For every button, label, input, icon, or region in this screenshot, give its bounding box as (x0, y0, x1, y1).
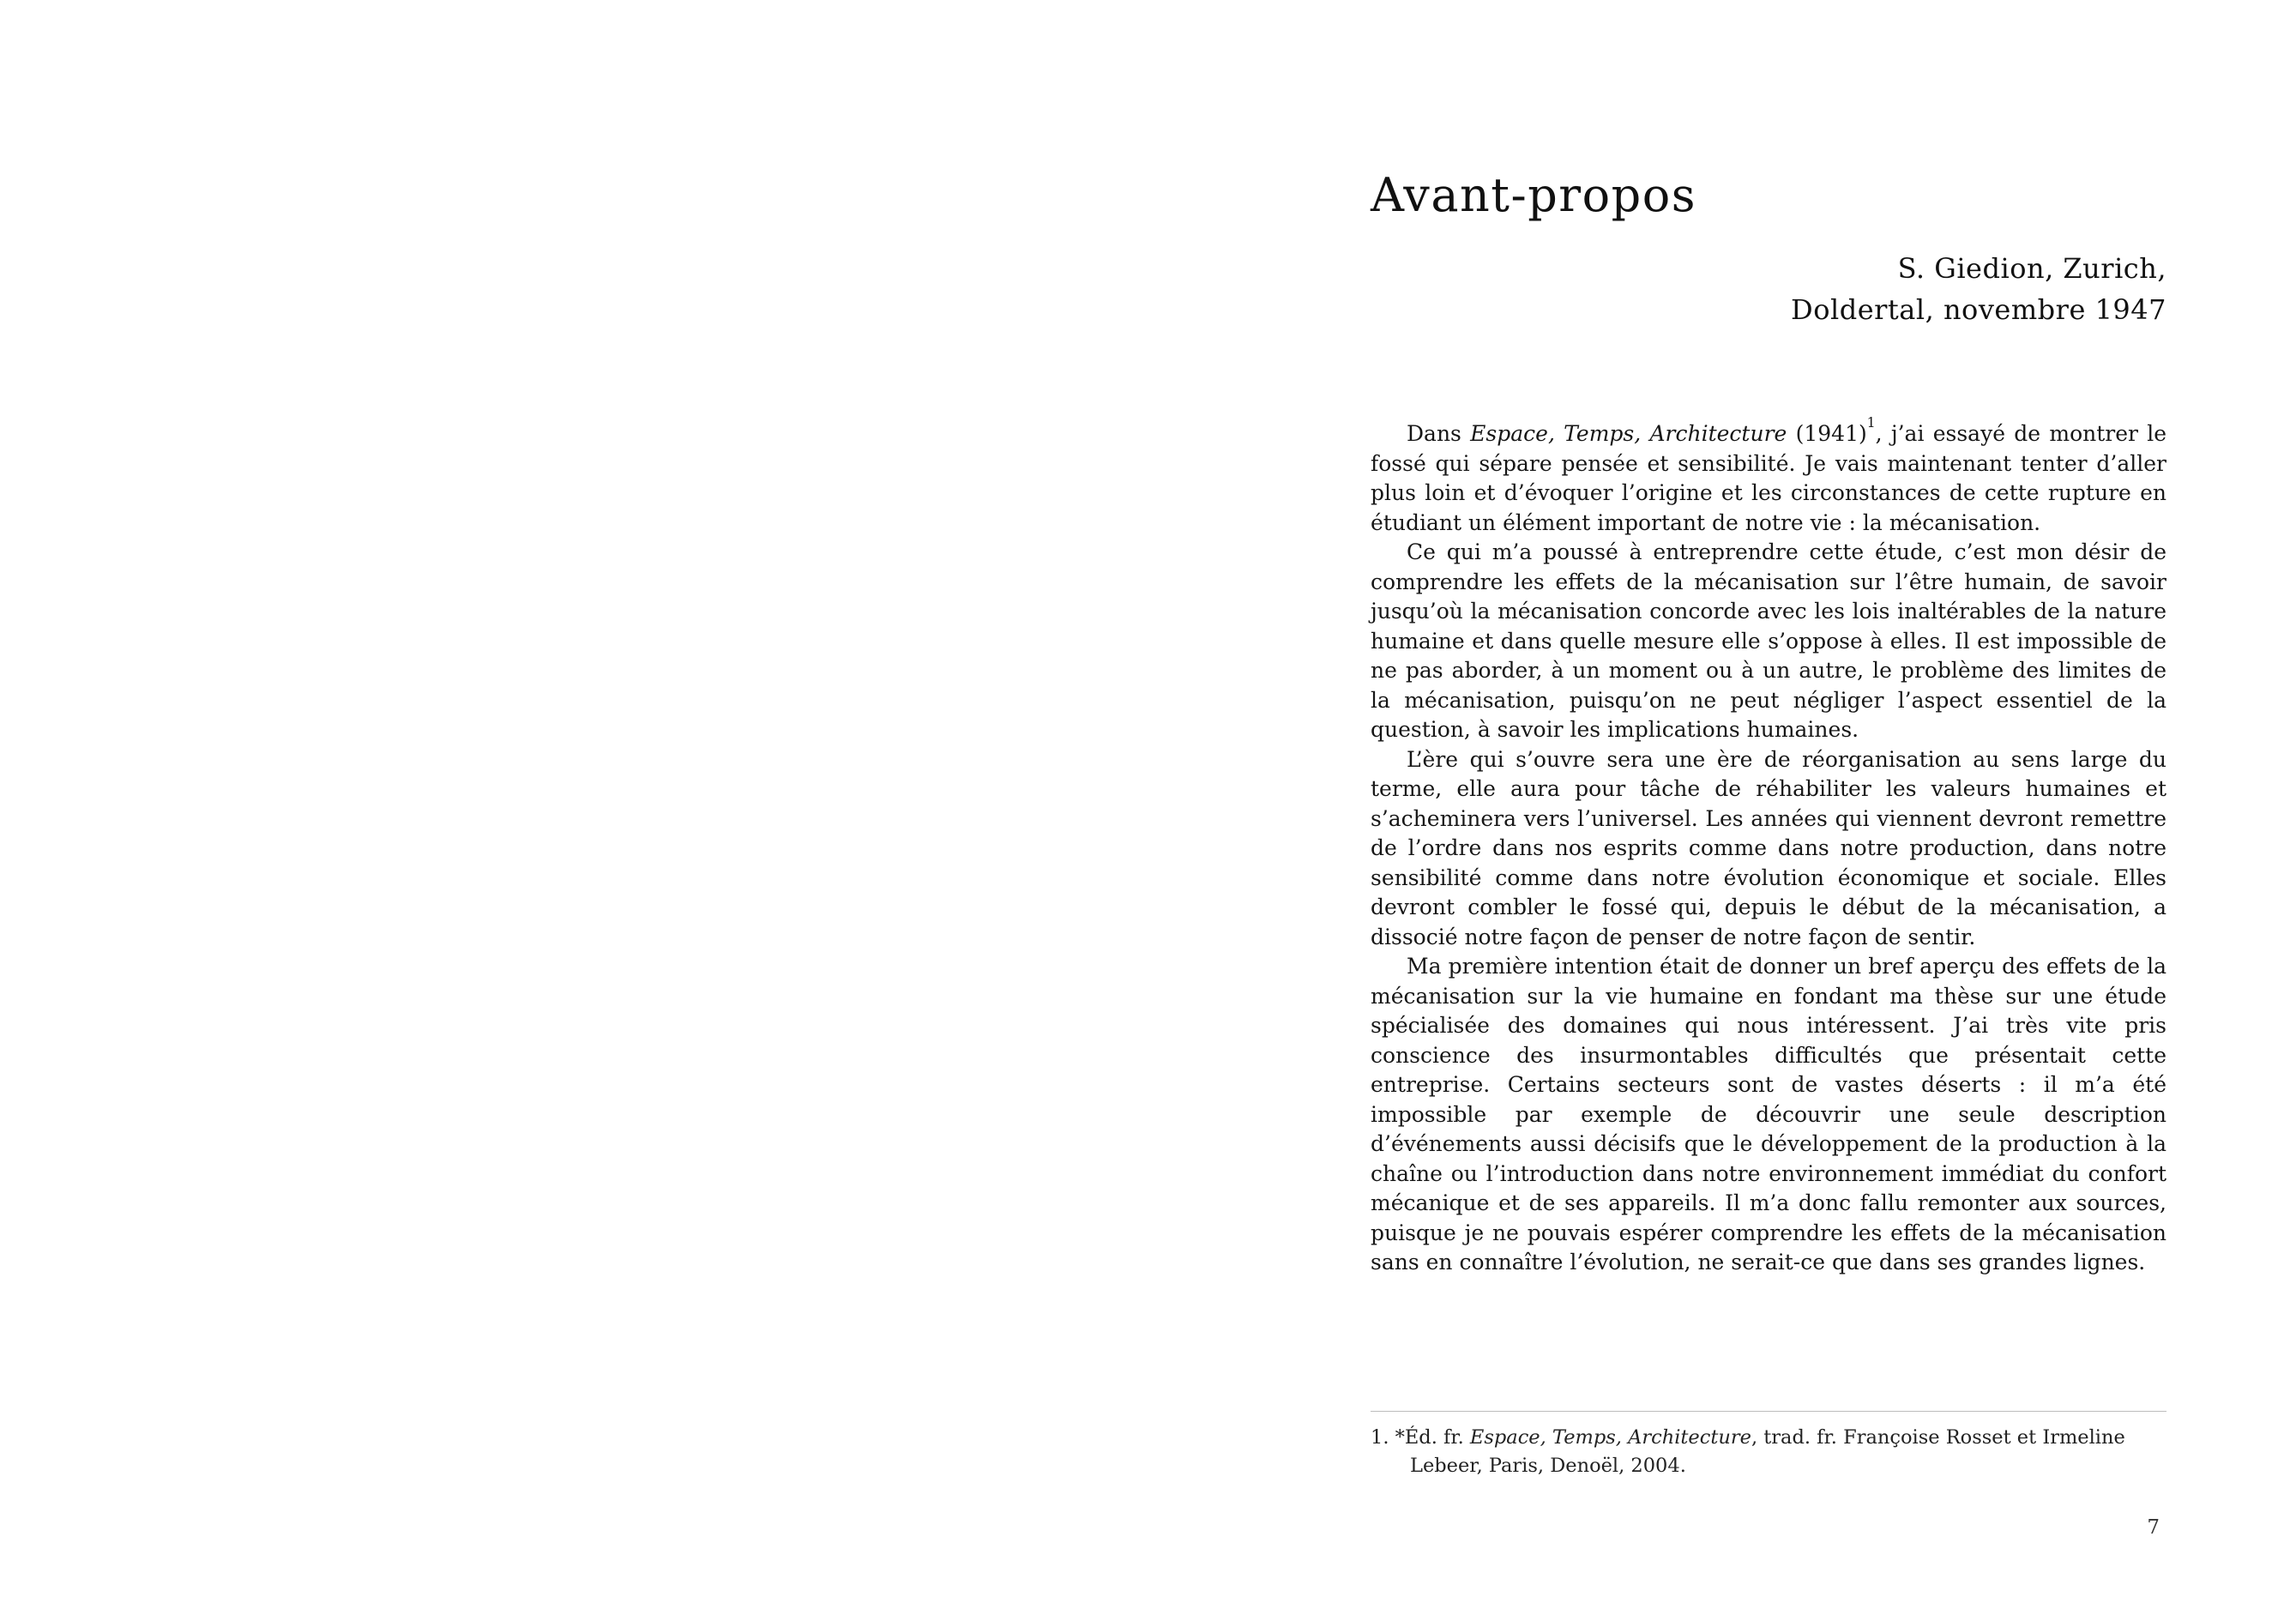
book-title-italic: Espace, Temps, Architecture (1470, 421, 1787, 447)
footnote-text-rest: , trad. fr. Françoise Rosset et Irmeline Lebeer, Paris, Denoël, 2004. (1410, 1426, 2125, 1477)
footnote-block (1371, 1411, 2166, 1480)
chapter-title: Avant-propos (1371, 168, 1696, 222)
author-byline (1371, 248, 2166, 330)
footnote-text-lead: *Éd. fr. (1389, 1426, 1470, 1449)
paragraph-1 (1371, 415, 2167, 538)
byline-line-1: S. Giedion, Zurich, (1897, 252, 2166, 286)
body-text (1371, 415, 2167, 1278)
paragraph-2: Ce qui m’a poussé à entreprendre cette étude, c’est mon désir de comprendre les effets de la mécanisation sur l’être humain, de savoir jusqu’où la mécanisation concorde avec les lois inaltérables de la nature humaine et dans quelle mesure elle s’oppose à elles. Il est impossible de ne pas aborder, à un moment ou à un autre, le problème des limites de la mécanisation, puisqu’on ne peut négliger l’aspect essentiel de la question, à savoir les implications humaines. (1371, 539, 2166, 743)
footnote-paragraph (1371, 1424, 2166, 1480)
paragraph-3: L’ère qui s’ouvre sera une ère de réorganisation au sens large du terme, elle aura pour tâche de réhabiliter les valeurs humaines et s’acheminera vers l’universel. Les années qui viennent devront remettre de l’ordre dans nos esprits comme dans notre production, dans notre sensibilité comme dans notre évolution économique et sociale. Elles devront combler le fossé qui, depuis le début de la mécanisation, a dissocié notre façon de penser de notre façon de sentir. (1371, 746, 2166, 949)
paragraph-4: Ma première intention était de donner un bref aperçu des effets de la mécanisation sur la vie humaine en fondant ma thèse sur une étude spécialisée des domaines qui nous intéressent. J’ai très vite pris conscience des insurmontables difficultés que présentait cette entreprise. Certains secteurs sont de vastes déserts : il m’a été impossible par exemple de découvrir une seule description d’événements aussi décisifs que le développement de la production à la chaîne ou l’introduction dans notre environnement immédiat du confort mécanique et de ses appareils. Il m’a donc fallu remonter aux sources, puisque je ne pouvais espérer comprendre les effets de la mécanisation sans en connaître l’évolution, ne serait-ce que dans ses grandes lignes. (1371, 954, 2166, 1275)
footnote-book-title-italic: Espace, Temps, Architecture (1469, 1426, 1751, 1449)
paragraph-1-rest: , j’ai essayé de montrer le fossé qui sépare pensée et sensibilité. Je vais maintenant tenter d’aller plus loin et d’évoquer l’origine et les circonstances de cette rupture en étudiant un élément important de notre vie : la mécanisation. (1371, 421, 2167, 535)
page-number: 7 (2147, 1516, 2160, 1539)
footnote-reference: 1 (1866, 415, 1876, 431)
paragraph-1-year: (1941) (1787, 421, 1867, 447)
paragraph-1-lead: Dans (1407, 421, 1471, 447)
footnote-rule (1371, 1411, 2166, 1412)
byline-line-2: Doldertal, novembre 1947 (1791, 293, 2166, 327)
footnote-number: 1. (1371, 1426, 1389, 1449)
page-content (1371, 170, 2166, 1278)
